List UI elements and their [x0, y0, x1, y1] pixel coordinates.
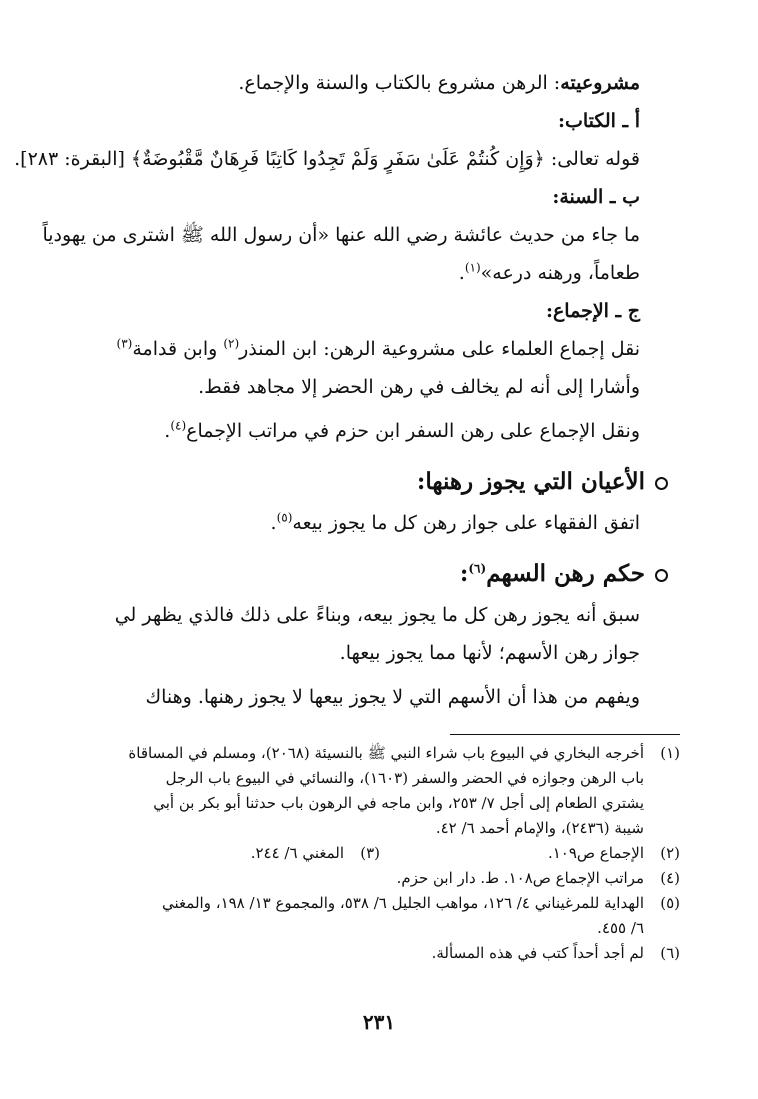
- footnote-number: (٣): [360, 844, 380, 862]
- footnote-number: (٥): [660, 894, 680, 912]
- footnote-6: (٦) لم أجد أحداً كتب في هذه المسألة.: [75, 941, 680, 966]
- main-text: [14, 64, 645, 716]
- section-share-pledge: حكم رهن السهم$^{(٦)}$:: [78, 552, 668, 596]
- footnote-3: (٣) المغني ٦/ ٢٤٤.: [80, 841, 380, 866]
- footnote-number: (٦): [660, 944, 680, 962]
- section-title: حكم رهن السهم: [486, 560, 645, 587]
- legitimacy-paragraph: مشروعيته: الرهن مشروع بالكتاب والسنة والإجماع.: [238, 72, 640, 94]
- circle-bullet-icon: [655, 569, 668, 582]
- footnote-ref-4[interactable]: (٤): [170, 418, 187, 433]
- heading-sunna: ب ـ السنة:: [552, 186, 640, 208]
- footnote-5: (٥) الهداية للمرغيناني ٤/ ١٢٦، مواهب الجليل ٦/ ٥٣٨، والمجموع ١٣/ ١٩٨، والمغني ٦/ ٤٥٥.: [75, 891, 680, 941]
- share-line-2: جواز رهن الأسهم؛ لأنها مما يجوز بيعها.: [339, 642, 640, 664]
- legitimacy-label: مشروعيته: [560, 72, 640, 94]
- pledgeable-paragraph: اتفق الفقهاء على جواز رهن كل ما يجوز بيعه$^{(٥)}$.: [270, 510, 640, 534]
- ijma-line-1: نقل إجماع العلماء على مشروعية الرهن: ابن المنذر$^{(٢)}$ وابن قدامة$^{(٣)}$: [116, 336, 640, 360]
- heading-kitab: أ ـ الكتاب:: [557, 110, 640, 132]
- hadith-line-1: ما جاء من حديث عائشة رضي الله عنها «أن رسول الله ﷺ اشترى من يهودياً: [42, 224, 640, 246]
- heading-ijma: ج ـ الإجماع:: [545, 300, 640, 322]
- ijma-safar-paragraph: ونقل الإجماع على رهن السفر ابن حزم في مراتب الإجماع$^{(٤)}$.: [164, 418, 640, 442]
- share-line-3: ويفهم من هذا أن الأسهم التي لا يجوز بيعها لا يجوز رهنها. وهناك: [145, 686, 640, 708]
- footnote-number: (١): [660, 744, 680, 762]
- footnote-ref-3[interactable]: (٣): [116, 336, 133, 351]
- page-number: ٢٣١: [362, 1010, 396, 1034]
- footnotes-2-3: [75, 841, 680, 866]
- footnote-number: (٢): [660, 844, 680, 862]
- footnote-ref-2[interactable]: (٢): [223, 336, 240, 351]
- footnote-4: (٤) مراتب الإجماع ص١٠٨. ط. دار ابن حزم.: [75, 866, 680, 891]
- footnote-divider: [450, 734, 680, 735]
- footnote-ref-6[interactable]: (٦): [468, 561, 487, 576]
- circle-bullet-icon: [655, 477, 668, 490]
- footnote-1: (١) أخرجه البخاري في البيوع باب شراء النبي ﷺ بالنسيئة (٢٠٦٨)، ومسلم في المساقاة باب الرهن وجوازه في الحضر والسفر (١٦٠٣)، والنسائي في البيوع باب الرجل يشتري الطعام إلى أجل ٧/ ٢٥٣، وابن ماجه في الرهون باب حدثنا أبو بكر بن أبي شيبة (٢٤٣٦)، والإمام أحمد ٦/ ٤٢.: [75, 741, 680, 841]
- footnote-number: (٤): [660, 869, 680, 887]
- footnote-ref-1[interactable]: (١): [464, 260, 481, 275]
- footnote-2: (٢) الإجماع ص١٠٩.: [380, 841, 680, 866]
- hadith-line-2: طعاماً، ورهنه درعه»$^{(١)}$.: [458, 260, 640, 284]
- ijma-line-2: وأشارا إلى أنه لم يخالف في رهن الحضر إلا مجاهد فقط.: [198, 376, 640, 398]
- share-line-1: سبق أنه يجوز رهن كل ما يجوز بيعه، وبناءً على ذلك فالذي يظهر لي: [114, 604, 640, 626]
- footnote-ref-5[interactable]: (٥): [276, 510, 293, 525]
- footnotes: [75, 741, 680, 966]
- section-pledgeable-items: [78, 460, 668, 504]
- quran-verse-paragraph: قوله تعالى: ﴿وَإِن كُنتُمْ عَلَىٰ سَفَرٍ وَلَمْ تَجِدُوا كَاتِبًا فَرِهَانٌ مَّقْبُوضَةٌ﴾ [البقرة: ٢٨٣].: [14, 148, 640, 170]
- section-title: الأعيان التي يجوز رهنها:: [416, 468, 645, 495]
